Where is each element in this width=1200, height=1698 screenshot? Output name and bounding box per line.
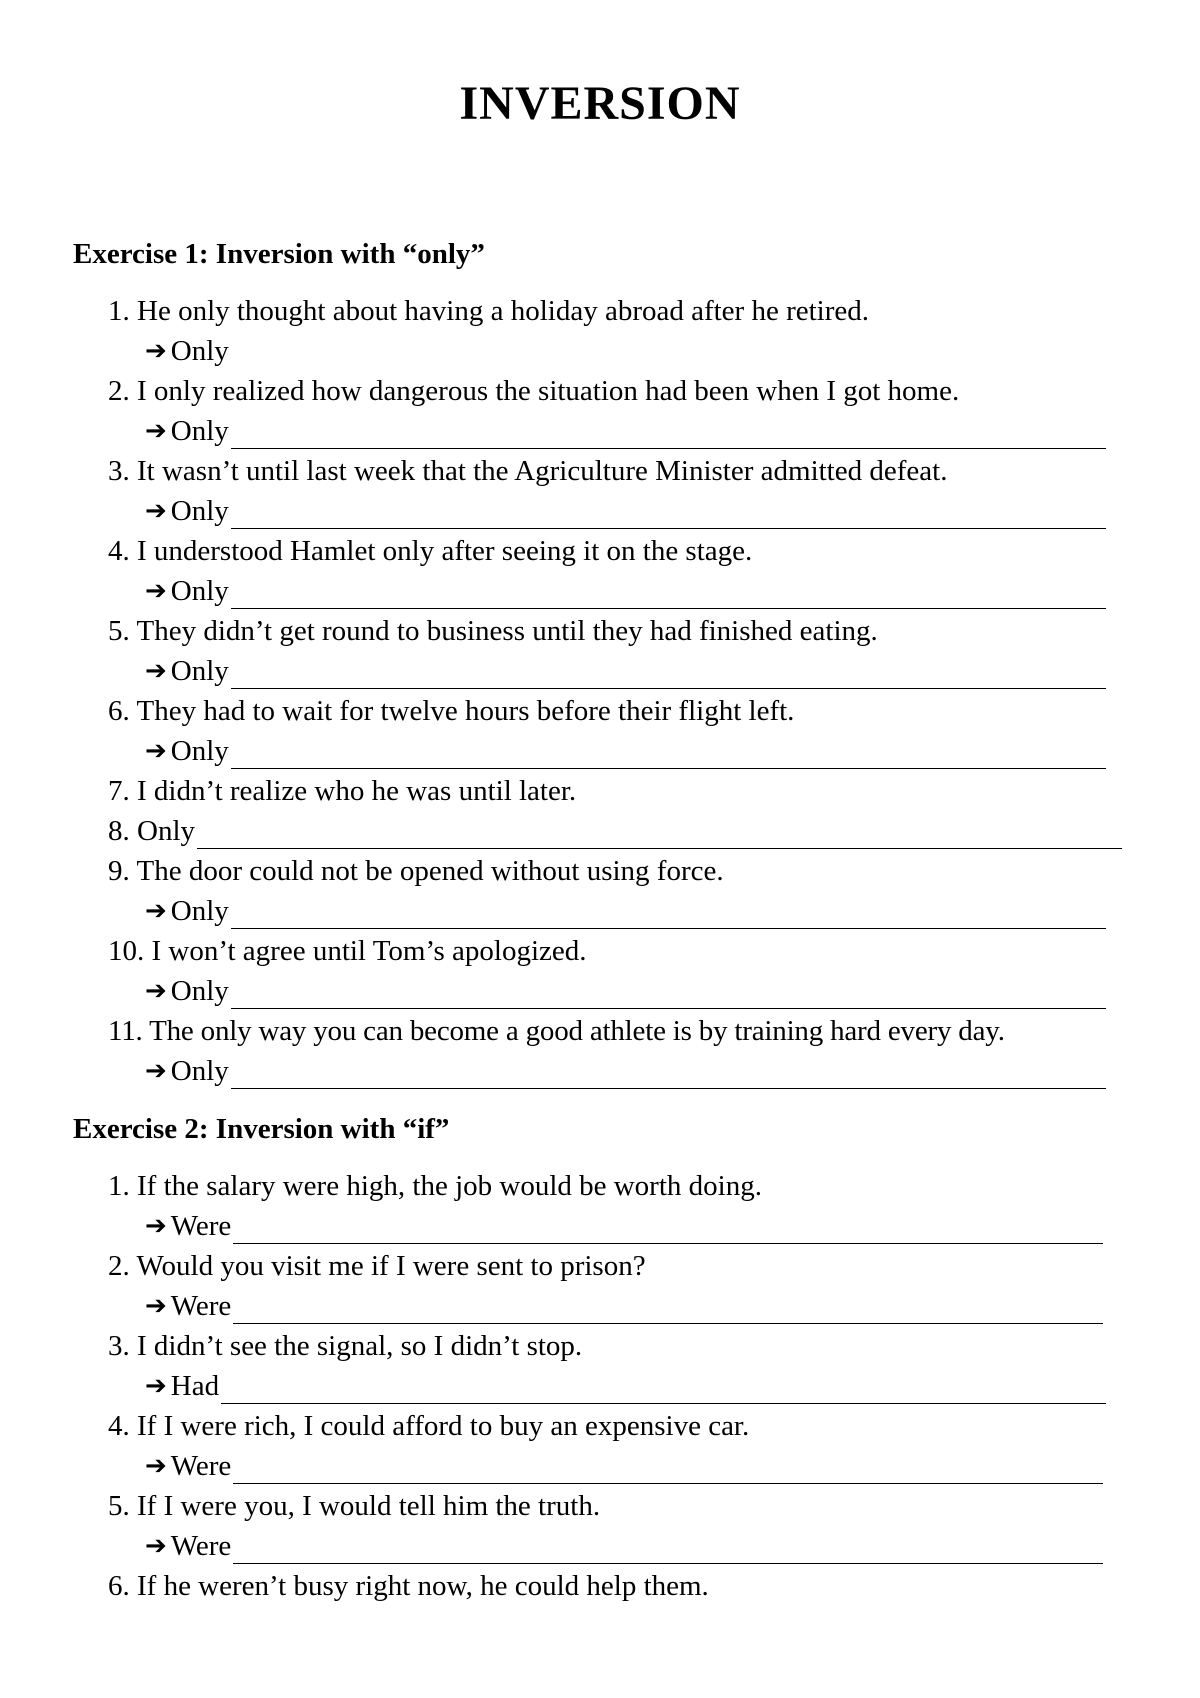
ex1-question-1: 1. He only thought about having a holiday abroad after he retired.	[108, 295, 870, 327]
exercise2-heading: Exercise 2: Inversion with “if”	[73, 1113, 450, 1145]
right-arrow-icon: ➔	[145, 896, 167, 926]
right-arrow-icon: ➔	[145, 736, 167, 766]
ex1-question-3: 3. It wasn’t until last week that the Agriculture Minister admitted defeat.	[108, 455, 948, 487]
ex1-answer-5: ➔ Only	[145, 653, 1106, 689]
answer-blank[interactable]	[231, 982, 1106, 1009]
ex1-question-7: 7. I didn’t realize who he was until later.	[108, 775, 577, 807]
answer-blank[interactable]	[231, 582, 1106, 609]
right-arrow-icon: ➔	[145, 1371, 167, 1401]
ex2-answer-4: ➔ Were	[145, 1448, 1103, 1484]
ex1-answer-9: ➔ Only	[145, 893, 1106, 929]
ex2-answer-3: ➔ Had	[145, 1368, 1106, 1404]
ex1-answer-11: ➔ Only	[145, 1053, 1106, 1089]
answer-blank[interactable]	[197, 822, 1122, 849]
answer-blank[interactable]	[231, 902, 1106, 929]
answer-blank[interactable]	[233, 1537, 1103, 1564]
ex1-question-10: 10. I won’t agree until Tom’s apologized.	[108, 935, 587, 967]
right-arrow-icon: ➔	[145, 576, 167, 606]
answer-blank[interactable]	[231, 742, 1106, 769]
ex2-question-6: 6. If he weren’t busy right now, he could help them.	[108, 1570, 709, 1602]
right-arrow-icon: ➔	[145, 1211, 167, 1241]
answer-blank[interactable]	[221, 1377, 1106, 1404]
ex2-answer-2: ➔ Were	[145, 1288, 1103, 1324]
ex1-answer-4: ➔ Only	[145, 573, 1106, 609]
ex2-question-1: 1. If the salary were high, the job would be worth doing.	[108, 1170, 762, 1202]
ex1-question-4: 4. I understood Hamlet only after seeing it on the stage.	[108, 535, 753, 567]
answer-blank[interactable]	[233, 1297, 1103, 1324]
ex1-question-9: 9. The door could not be opened without using force.	[108, 855, 724, 887]
ex2-question-4: 4. If I were rich, I could afford to buy an expensive car.	[108, 1410, 750, 1442]
ex1-question-11: 11. The only way you can become a good athlete is by training hard every day.	[108, 1015, 1005, 1047]
right-arrow-icon: ➔	[145, 336, 167, 366]
answer-blank[interactable]	[233, 1217, 1103, 1244]
answer-blank[interactable]	[233, 1457, 1103, 1484]
ex1-answer-2: ➔ Only	[145, 413, 1106, 449]
ex2-question-2: 2. Would you visit me if I were sent to prison?	[108, 1250, 646, 1282]
ex2-answer-1: ➔ Were	[145, 1208, 1103, 1244]
right-arrow-icon: ➔	[145, 496, 167, 526]
ex1-answer-6: ➔ Only	[145, 733, 1106, 769]
answer-blank[interactable]	[231, 1062, 1106, 1089]
right-arrow-icon: ➔	[145, 1056, 167, 1086]
answer-blank[interactable]	[231, 422, 1106, 449]
ex1-question-5: 5. They didn’t get round to business until they had finished eating.	[108, 615, 878, 647]
right-arrow-icon: ➔	[145, 1291, 167, 1321]
right-arrow-icon: ➔	[145, 656, 167, 686]
ex2-question-5: 5. If I were you, I would tell him the truth.	[108, 1490, 601, 1522]
right-arrow-icon: ➔	[145, 416, 167, 446]
answer-blank[interactable]	[231, 662, 1106, 689]
ex2-question-3: 3. I didn’t see the signal, so I didn’t stop.	[108, 1330, 583, 1362]
right-arrow-icon: ➔	[145, 1451, 167, 1481]
right-arrow-icon: ➔	[145, 1531, 167, 1561]
ex1-question-2: 2. I only realized how dangerous the situation had been when I got home.	[108, 375, 960, 407]
exercise1-heading: Exercise 1: Inversion with “only”	[73, 238, 485, 270]
ex2-answer-5: ➔ Were	[145, 1528, 1103, 1564]
ex1-question-6: 6. They had to wait for twelve hours before their flight left.	[108, 695, 795, 727]
right-arrow-icon: ➔	[145, 976, 167, 1006]
answer-blank[interactable]	[231, 502, 1106, 529]
ex1-answer-1: ➔ Only	[145, 335, 229, 367]
ex1-answer-10: ➔ Only	[145, 973, 1106, 1009]
page-title: INVERSION	[459, 77, 741, 130]
ex1-question-8: 8. Only	[108, 813, 1122, 849]
ex1-answer-3: ➔ Only	[145, 493, 1106, 529]
